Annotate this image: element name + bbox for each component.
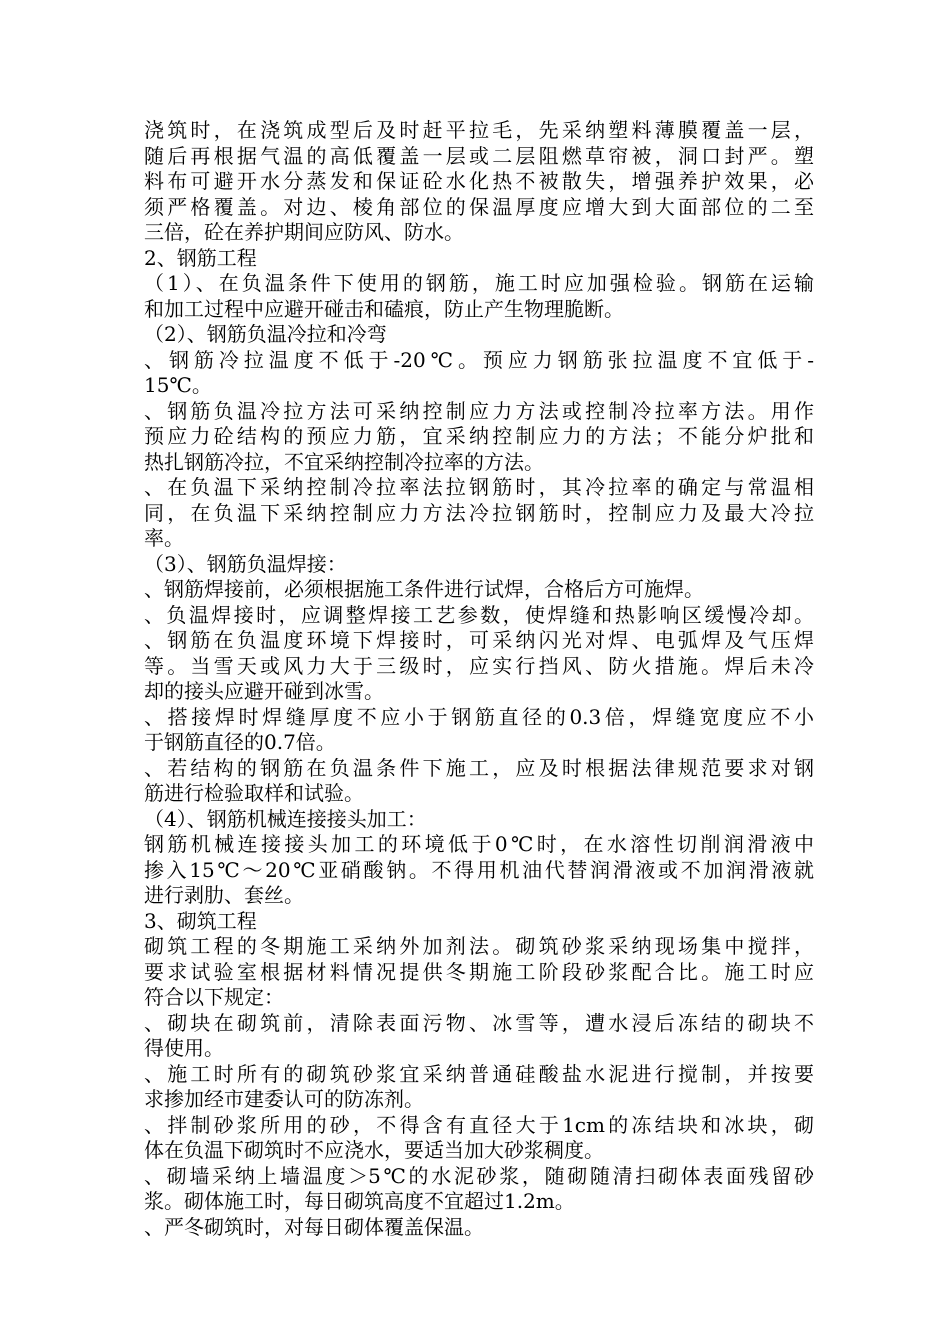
text-line: 、钢筋在负温度环境下焊接时，可采纳闪光对焊、电弧焊及气压焊 bbox=[144, 628, 814, 652]
text-line: 、拌制砂浆所用的砂，不得含有直径大于1cm的冻结块和冰块，砌 bbox=[144, 1112, 814, 1137]
text-line: 料布可避开水分蒸发和保证砼水化热不被散失，增强养护效果，必 bbox=[144, 169, 814, 193]
text-line: 钢筋机械连接接头加工的环境低于0℃时，在水溶性切削润滑液中 bbox=[144, 832, 814, 856]
text-line: 热扎钢筋冷拉，不宜采纳控制冷拉率的方法。 bbox=[144, 449, 544, 474]
text-line: 随后再根据气温的高低覆盖一层或二层阻燃草帘被，洞口封严。塑 bbox=[144, 143, 814, 168]
text-line: 3、砌筑工程 bbox=[144, 908, 257, 933]
text-line: 、若结构的钢筋在负温条件下施工，应及时根据法律规范要求对钢 bbox=[144, 755, 814, 780]
text-line: 、在负温下采纳控制冷拉率法拉钢筋时，其冷拉率的确定与常温相 bbox=[144, 475, 814, 499]
text-line: （1）、在负温条件下使用的钢筋，施工时应加强检验。钢筋在运输 bbox=[144, 271, 814, 295]
text-line: 要求试验室根据材料情况提供冬期施工阶段砂浆配合比。施工时应 bbox=[144, 959, 814, 984]
text-line: 进行剥肋、套丝。 bbox=[144, 883, 304, 907]
text-line: 预应力砼结构的预应力筋，宜采纳控制应力的方法；不能分炉批和 bbox=[144, 424, 814, 448]
text-line: 等。当雪天或风力大于三级时，应实行挡风、防火措施。焊后未冷 bbox=[144, 653, 814, 678]
text-line: 却的接头应避开碰到冰雪。 bbox=[144, 679, 384, 703]
text-line: 、负温焊接时，应调整焊接工艺参数，使焊缝和热影响区缓慢冷却。 bbox=[144, 602, 814, 627]
text-line: 、严冬砌筑时，对每日砌体覆盖保温。 bbox=[144, 1214, 484, 1239]
text-line: （3）、钢筋负温焊接： bbox=[144, 551, 347, 576]
text-line: 、砌块在砌筑前，清除表面污物、冰雪等，遭水浸后冻结的砌块不 bbox=[144, 1010, 814, 1035]
text-line: 、搭接焊时焊缝厚度不应小于钢筋直径的0.3倍，焊缝宽度应不小 bbox=[144, 704, 814, 729]
text-line: 符合以下规定： bbox=[144, 985, 284, 1009]
text-line: 、砌墙采纳上墙温度＞5℃的水泥砂浆，随砌随清扫砌体表面残留砂 bbox=[144, 1163, 814, 1188]
text-line: 于钢筋直径的0.7倍。 bbox=[144, 730, 336, 754]
text-line: 15℃。 bbox=[144, 373, 212, 397]
text-line: 求掺加经市建委认可的防冻剂。 bbox=[144, 1087, 424, 1111]
text-line: 2、钢筋工程 bbox=[144, 245, 257, 270]
text-line: 、施工时所有的砌筑砂浆宜采纳普通硅酸盐水泥进行搅制，并按要 bbox=[144, 1061, 814, 1086]
text-line: 率。 bbox=[144, 526, 184, 550]
text-line: 砌筑工程的冬期施工采纳外加剂法。砌筑砂浆采纳现场集中搅拌， bbox=[144, 934, 814, 958]
text-line: 筋进行检验取样和试验。 bbox=[144, 781, 364, 805]
text-line: （2）、钢筋负温冷拉和冷弯 bbox=[144, 322, 387, 346]
text-line: （4）、钢筋机械连接接头加工： bbox=[144, 806, 427, 831]
text-line: 、钢筋冷拉温度不低于-20℃。预应力钢筋张拉温度不宜低于- bbox=[144, 347, 814, 372]
text-line: 得使用。 bbox=[144, 1036, 224, 1060]
text-line: 浆。砌体施工时，每日砌筑高度不宜超过1.2m。 bbox=[144, 1189, 575, 1213]
text-line: 和加工过程中应避开碰击和磕痕，防止产生物理脆断。 bbox=[144, 296, 624, 321]
document-body bbox=[144, 118, 814, 1240]
text-line: 、钢筋焊接前，必须根据施工条件进行试焊，合格后方可施焊。 bbox=[144, 577, 704, 601]
text-line: 浇筑时，在浇筑成型后及时赶平拉毛，先采纳塑料薄膜覆盖一层， bbox=[144, 118, 814, 142]
text-line: 体在负温下砌筑时不应浇水，要适当加大砂浆稠度。 bbox=[144, 1138, 604, 1162]
text-line: 掺入15℃～20℃亚硝酸钠。不得用机油代替润滑液或不加润滑液就 bbox=[144, 857, 814, 882]
text-line: 三倍，砼在养护期间应防风、防水。 bbox=[144, 220, 464, 244]
text-line: 须严格覆盖。对边、棱角部位的保温厚度应增大到大面部位的二至 bbox=[144, 194, 814, 219]
text-line: 同，在负温下采纳控制应力方法冷拉钢筋时，控制应力及最大冷拉 bbox=[144, 500, 814, 525]
text-line: 、钢筋负温冷拉方法可采纳控制应力方法或控制冷拉率方法。用作 bbox=[144, 398, 814, 423]
